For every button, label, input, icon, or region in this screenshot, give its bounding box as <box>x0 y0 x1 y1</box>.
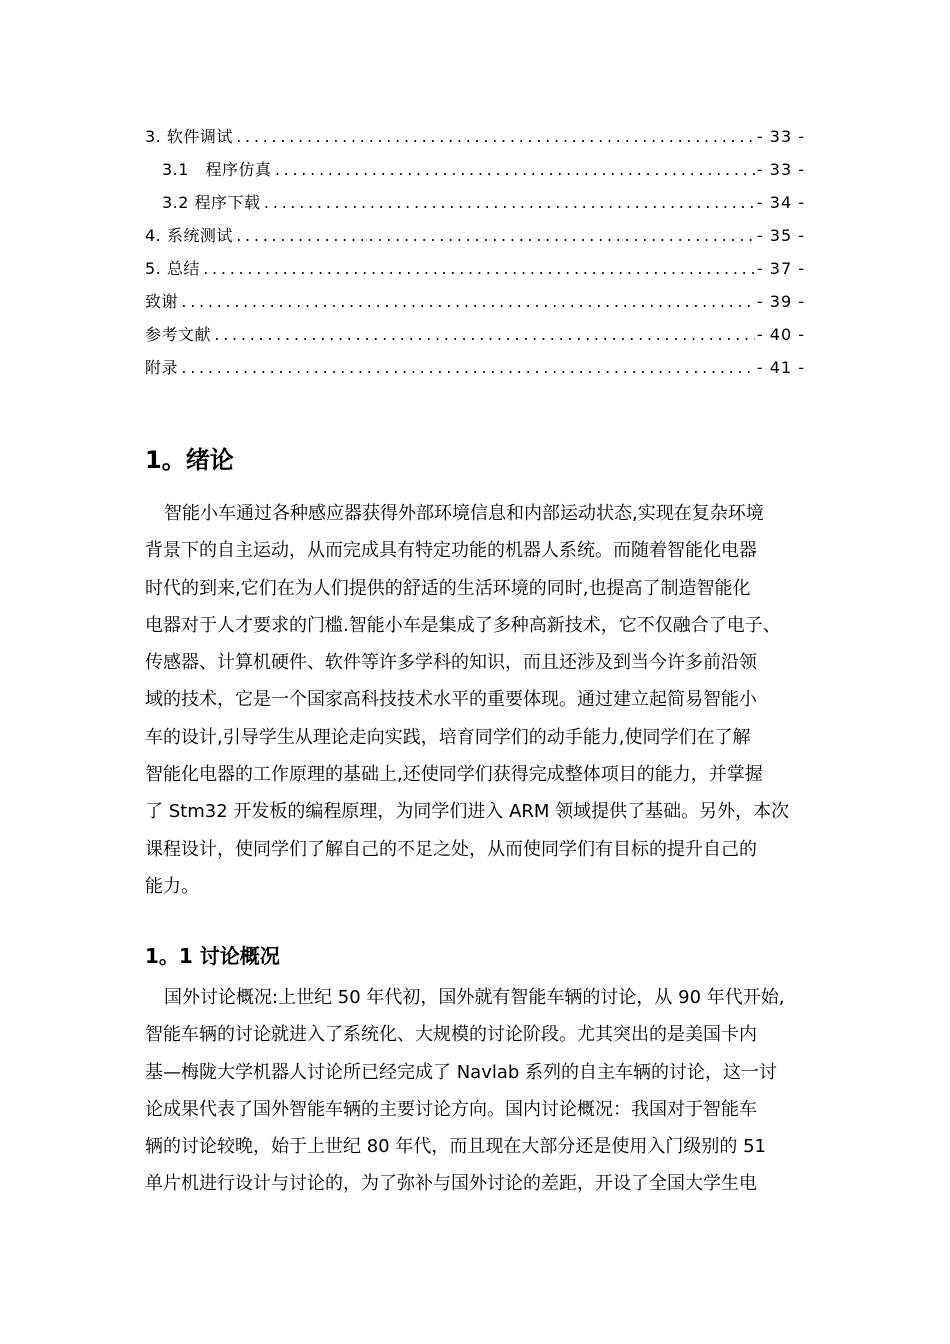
toc-entry[interactable] <box>145 322 805 355</box>
paragraph-line: 了 Stm32 开发板的编程原理，为同学们进入 ARM 领域提供了基础。另外，本次 <box>145 801 790 823</box>
paragraph-line: 智能小车通过各种感应器获得外部环境信息和内部运动状态,实现在复杂环境 <box>164 503 764 524</box>
toc-entry[interactable] <box>145 124 805 157</box>
toc-entry-label: 3.2 程序下载 <box>162 193 261 212</box>
toc-entry[interactable] <box>145 190 805 223</box>
toc-entry-page: - 40 - <box>756 325 805 344</box>
toc-entry[interactable] <box>145 289 805 322</box>
toc-leader-dots <box>180 296 755 311</box>
toc-entry[interactable] <box>145 157 805 190</box>
toc-entry-label: 致谢 <box>145 292 179 311</box>
table-of-contents <box>145 124 805 388</box>
paragraph-line: 课程设计，使同学们了解自己的不足之处，从而使同学们有目标的提升自己的 <box>145 838 757 860</box>
toc-entry-page: - 35 - <box>756 226 805 245</box>
toc-entry-label: 参考文献 <box>145 325 212 344</box>
toc-entry-page: - 33 - <box>756 160 805 179</box>
toc-entry-label: 5. 总结 <box>145 259 200 278</box>
paragraph-line: 电器对于人才要求的门槛.智能小车是集成了多种高新技术，它不仅融合了电子、 <box>145 614 781 636</box>
paragraph-line: 智能化电器的工作原理的基础上,还使同学们获得完成整体项目的能力，并掌握 <box>145 764 763 786</box>
paragraph-line: 基—梅陇大学机器人讨论所已经完成了 Navlab 系列的自主车辆的讨论，这一讨 <box>145 1061 778 1083</box>
paragraph-line: 能力。 <box>145 875 199 897</box>
toc-entry[interactable] <box>145 256 805 289</box>
subsection-heading: 1。1 讨论概况 <box>145 944 280 968</box>
paragraph-line: 域的技术，它是一个国家高科技技术水平的重要体现。通过建立起简易智能小 <box>145 689 757 711</box>
toc-entry[interactable] <box>145 223 805 256</box>
paragraph-line: 辆的讨论较晚，始于上世纪 80 年代，而且现在大部分还是使用入门级别的 51 <box>145 1136 766 1158</box>
toc-leader-dots <box>180 362 755 377</box>
paragraph-line: 单片机进行设计与讨论的，为了弥补与国外讨论的差距，开设了全国大学生电 <box>145 1173 757 1195</box>
paragraph-line: 国外讨论概况:上世纪 50 年代初，国外就有智能车辆的讨论，从 90 年代开始, <box>164 987 785 1008</box>
toc-entry-label: 3. 软件调试 <box>145 127 233 146</box>
section-heading: 1。绪论 <box>145 446 234 474</box>
toc-entry-page: - 39 - <box>756 292 805 311</box>
paragraph-line: 论成果代表了国外智能车辆的主要讨论方向。国内讨论概况：我国对于智能车 <box>145 1098 757 1120</box>
section-paragraph <box>145 495 810 905</box>
paragraph-line: 智能车辆的讨论就进入了系统化、大规模的讨论阶段。尤其突出的是美国卡内 <box>145 1024 757 1046</box>
toc-leader-dots <box>235 230 755 245</box>
paragraph-line: 背景下的自主运动，从而完成具有特定功能的机器人系统。而随着智能化电器 <box>145 540 757 562</box>
toc-leader-dots <box>263 197 755 212</box>
toc-entry-page: - 34 - <box>756 193 805 212</box>
toc-leader-dots <box>213 329 755 344</box>
toc-leader-dots <box>202 263 755 278</box>
toc-entry-page: - 41 - <box>756 358 805 377</box>
toc-entry-page: - 33 - <box>756 127 805 146</box>
subsection-paragraph <box>145 979 810 1203</box>
toc-leader-dots <box>273 164 754 179</box>
toc-leader-dots <box>235 131 755 146</box>
paragraph-line: 时代的到来,它们在为人们提供的舒适的生活环境的同时,也提高了制造智能化 <box>145 577 751 599</box>
toc-entry-label: 3.1 程序仿真 <box>162 160 272 179</box>
toc-entry-page: - 37 - <box>756 259 805 278</box>
toc-entry-label: 4. 系统测试 <box>145 226 233 245</box>
toc-entry-label: 附录 <box>145 358 179 377</box>
paragraph-line: 传感器、计算机硬件、软件等许多学科的知识，而且还涉及到当今许多前沿领 <box>145 652 757 674</box>
toc-entry[interactable] <box>145 355 805 388</box>
paragraph-line: 车的设计,引导学生从理论走向实践，培育同学们的动手能力,使同学们在了解 <box>145 726 751 748</box>
